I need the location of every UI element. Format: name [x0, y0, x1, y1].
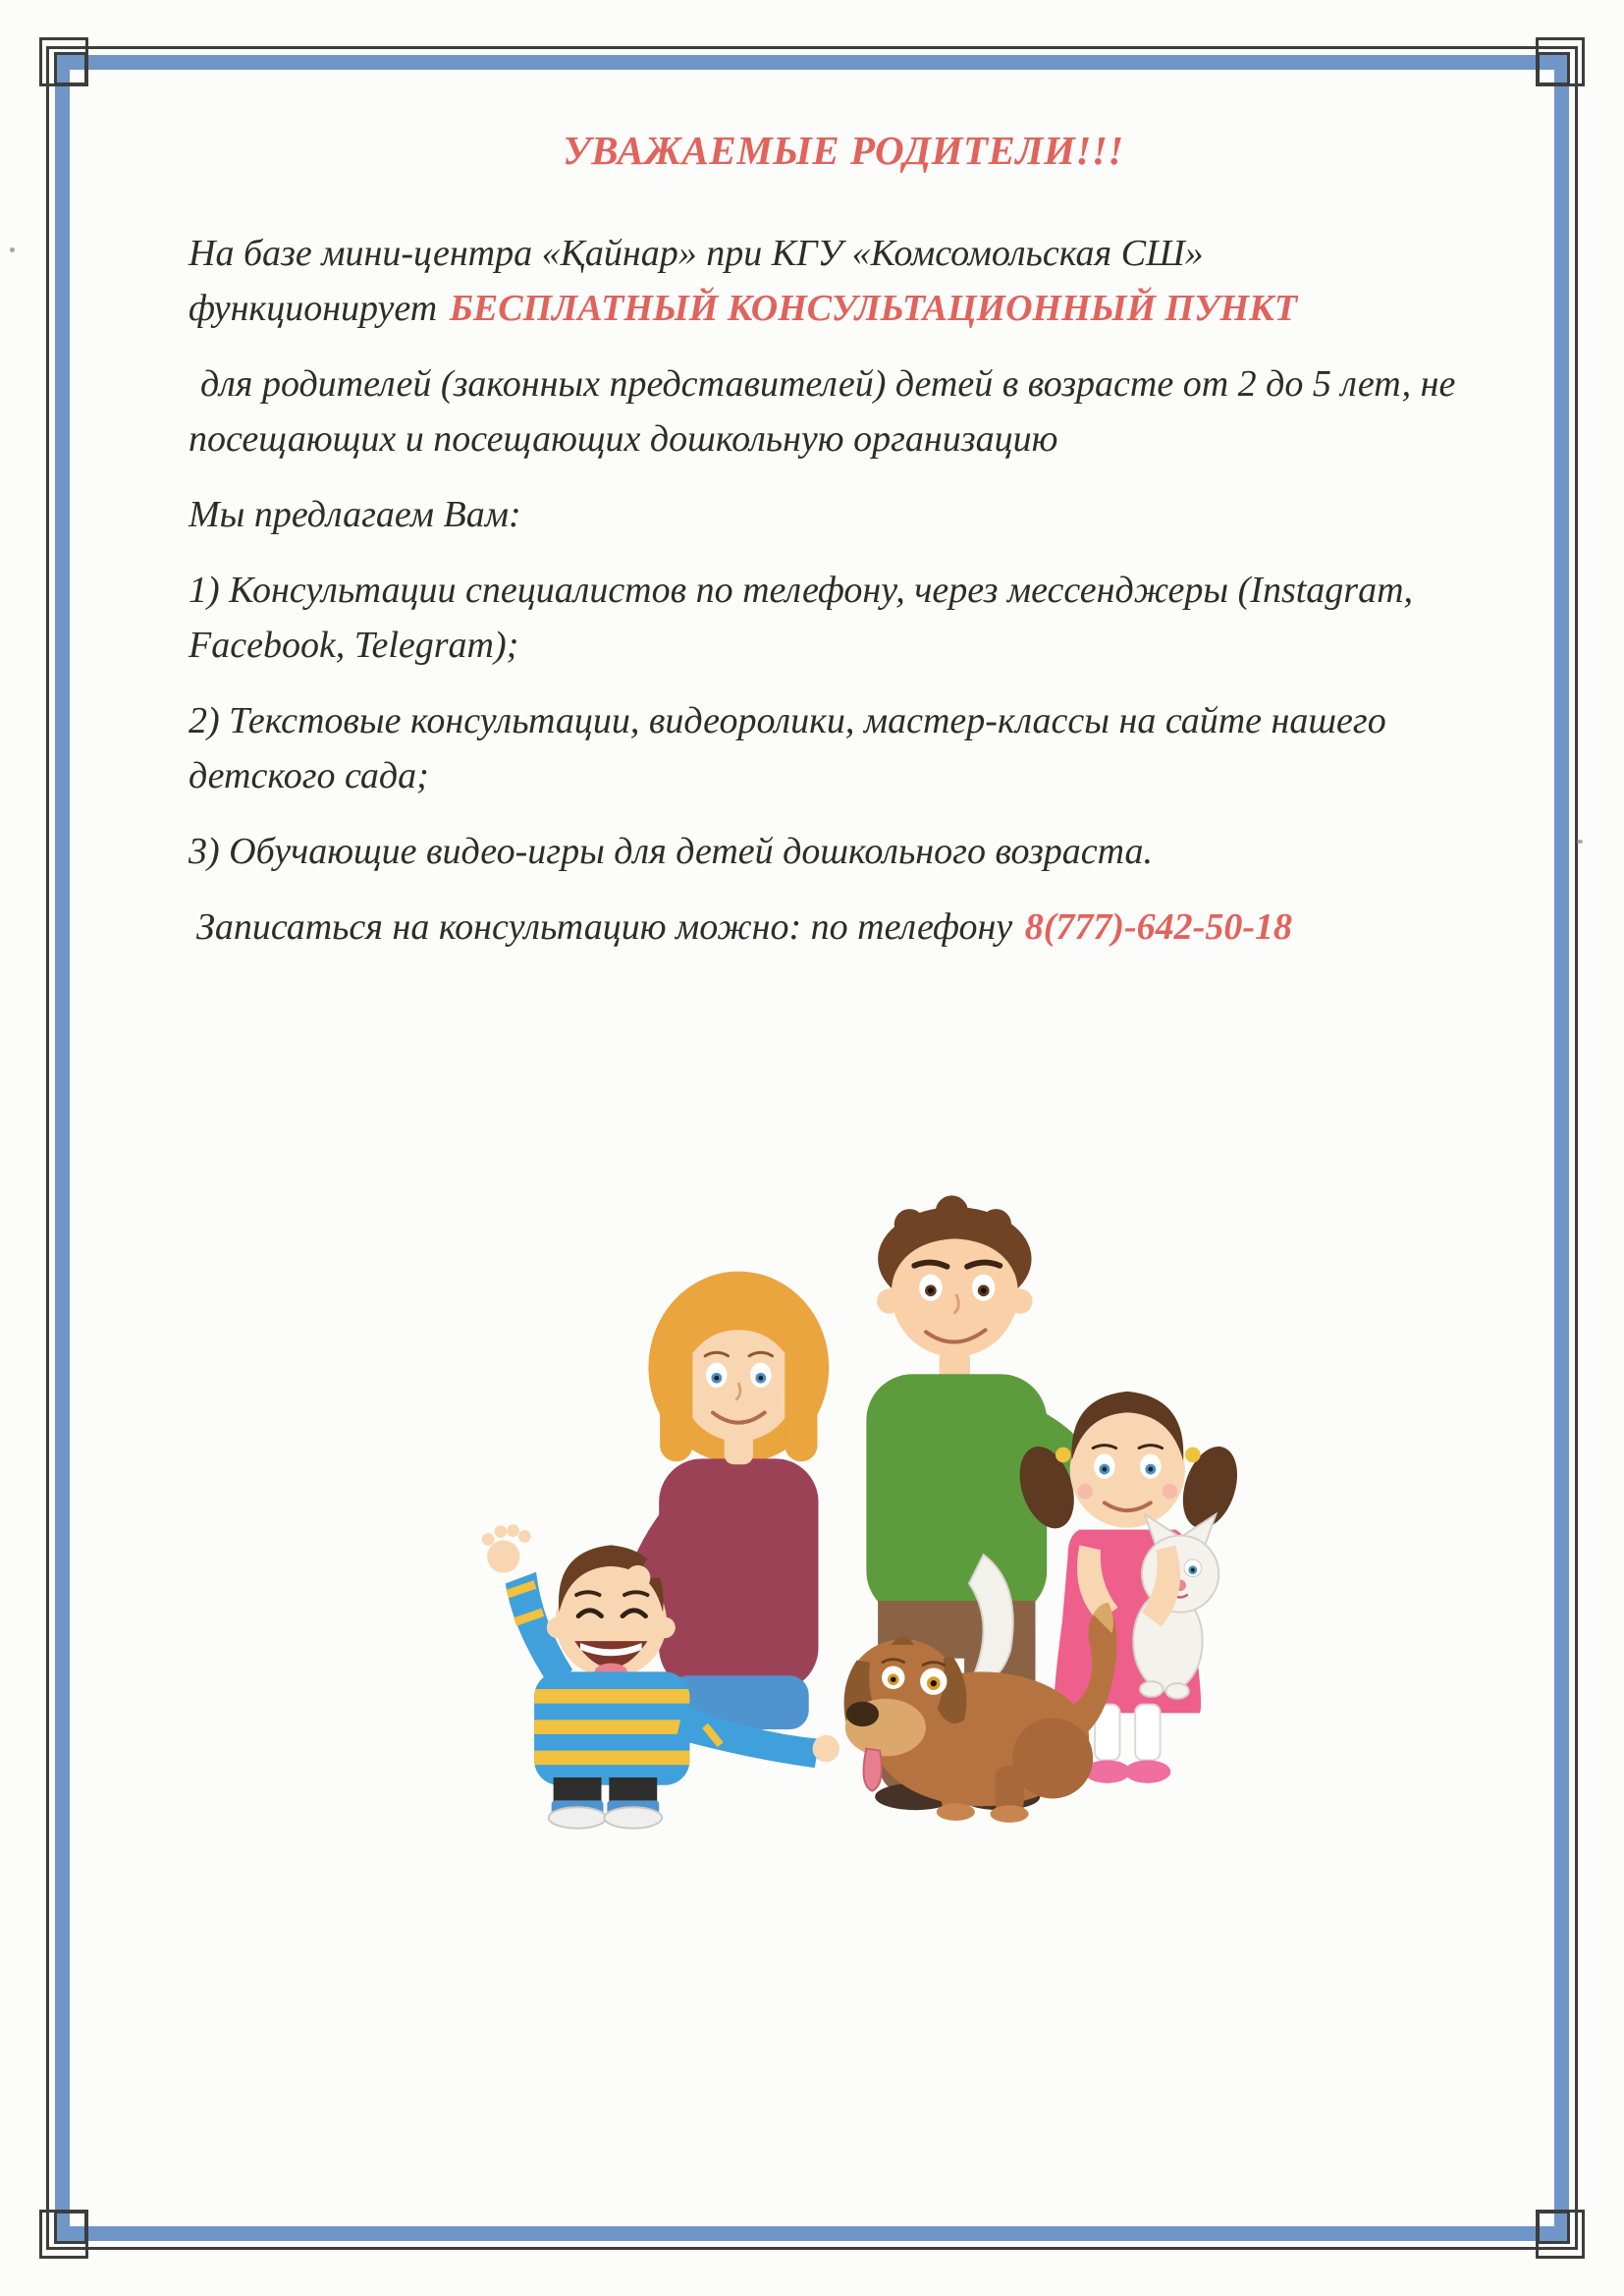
intro-line2-prefix: функционирует: [189, 288, 438, 329]
scan-speck: [1577, 840, 1583, 844]
free-consultation-highlight: БЕСПЛАТНЫЙ КОНСУЛЬТАЦИОННЫЙ ПУНКТ: [449, 288, 1298, 329]
offer-item-1: 1) Консультации специалистов по телефону, через мессенджеры (Instagram, Facebook, Telegram);: [189, 570, 1414, 666]
offer-item-2: 2) Текстовые консультации, видеоролики, мастер-классы на сайте нашего детского сада;: [189, 700, 1386, 796]
border-corner-ornament: [1526, 37, 1585, 96]
scan-speck: [10, 247, 15, 252]
border-corner-ornament: [1526, 2200, 1585, 2259]
page-title: УВАЖАЕМЫЕ РОДИТЕЛИ!!!: [563, 128, 1124, 173]
border-corner-ornament: [39, 37, 98, 96]
audience-paragraph: для родителей (законных представителей) детей в возрасте от 2 до 5 лет, не посещающих и посещающих дошкольную организацию: [189, 363, 1456, 460]
mother-figure: [626, 1272, 829, 1729]
phone-number: 8(777)-642-50-18: [1024, 906, 1292, 948]
border-corner-ornament: [39, 2200, 98, 2259]
offer-heading: Мы предлагаем Вам:: [189, 494, 521, 535]
intro-paragraph: [189, 226, 1498, 336]
family-illustration: [407, 1171, 1272, 1833]
notice-text: [189, 122, 1498, 975]
signup-text: Записаться на консультацию можно: по телефону: [196, 906, 1013, 948]
signup-paragraph: [189, 900, 1498, 955]
intro-line1: На базе мини-центра «Қайнар» при КГУ «Комсомольская СШ»: [189, 233, 1204, 274]
offer-item-3: 3) Обучающие видео-игры для детей дошкольного возраста.: [189, 831, 1154, 872]
